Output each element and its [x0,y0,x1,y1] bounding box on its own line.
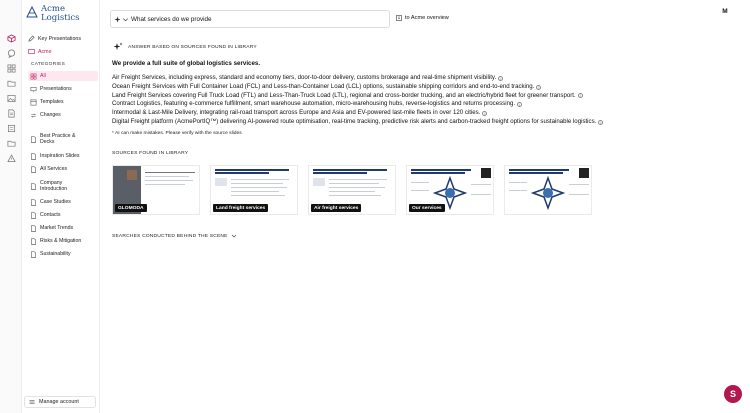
sidebar [22,0,100,413]
chat-bubble-icon[interactable] [6,48,16,58]
category-label: Contacts [40,212,61,218]
info-icon[interactable]: i [498,76,503,81]
logo-thumbnail [579,168,589,178]
category-label: Company Introduction [40,179,68,192]
folder-icon [28,48,35,55]
star-diagram-icon [531,176,565,210]
category-label: Sustainability [40,251,71,257]
source-thumbnail[interactable] [210,165,298,215]
document-icon [30,166,37,173]
overview-icon [396,15,402,21]
search-box [110,10,390,28]
sources-label: SOURCES FOUND IN LIBRARY [112,151,189,156]
category-best-practice[interactable] [28,131,98,147]
category-inspiration-slides[interactable] [28,151,98,161]
source-label: Land freight services [213,204,268,212]
image-icon[interactable] [6,93,16,103]
source-label: Our services [409,204,445,212]
category-sustainability[interactable] [28,249,98,259]
category-company-introduction[interactable] [28,178,98,194]
category-case-studies[interactable] [28,197,98,207]
manage-account-label: Manage account [39,399,79,405]
answer-line-text: Land Freight Services covering Full Truck Load (FTL) and Less-Than-Truck Load (LTL), regional and cross-border trucking, and an electric/hybrid fleet for greener transport. [112,91,576,99]
category-label: Best Practice & Decks [40,132,76,145]
folder-icon[interactable] [6,78,16,88]
searches-toggle[interactable] [112,233,237,239]
answer-label [113,42,257,52]
answer-line [112,92,652,101]
searches-label: SEARCHES CONDUCTED BEHIND THE SCENE [112,233,228,239]
document-icon [30,199,37,206]
source-thumbnail[interactable] [308,165,396,215]
document-icon [30,136,37,143]
info-icon[interactable]: i [536,85,541,90]
category-all-services[interactable] [28,164,98,174]
pencil-icon [28,35,35,42]
manage-account-button[interactable] [24,396,96,408]
to-overview-label: to Acme overview [405,15,449,21]
source-thumbnail[interactable] [112,165,200,215]
category-label: Market Trends [40,225,74,231]
chevron-down-icon [122,16,129,23]
answer-line-text: Contract Logistics, featuring e-commerce fulfillment, smart warehouse automation, micro-warehousing hubs, reverse-logistics and returns processing. [112,100,516,108]
category-templates[interactable] [28,97,98,107]
logo-line-1: Acme [41,4,65,14]
nav-key-presentations[interactable] [28,35,96,42]
icon-rail [0,0,22,413]
info-icon[interactable]: i [517,102,522,107]
category-contacts[interactable] [28,210,98,220]
answer-label-text: ANSWER BASED ON SOURCES FOUND IN LIBRARY [128,44,257,50]
sparkles-icon [113,42,123,52]
ai-disclaimer: * AI can make mistakes. Please verify with the source slides [112,131,242,136]
user-avatar[interactable]: M [722,7,728,15]
assistant-button[interactable]: S [724,385,742,403]
list-icon[interactable] [6,123,16,133]
to-overview-link[interactable] [396,15,449,21]
folder-star-icon[interactable] [6,138,16,148]
warning-icon[interactable] [6,153,16,163]
category-risks-mitigation[interactable] [28,236,98,246]
cube-icon[interactable] [6,33,16,43]
document-icon [30,251,37,258]
answer-line [112,109,652,118]
info-icon[interactable]: i [598,120,603,125]
search-input[interactable] [131,16,381,23]
source-thumbnail[interactable] [504,165,592,215]
answer-line [112,118,652,127]
source-thumbnail[interactable] [406,165,494,215]
grid-icon [30,73,37,80]
category-label: Changes [40,112,61,118]
nav-acme[interactable] [28,48,96,55]
category-label: Risks & Mitigation [40,238,82,244]
template-icon [30,99,37,106]
category-market-trends[interactable] [28,223,98,233]
category-label: All [40,73,46,79]
document-icon [30,183,37,190]
answer-line [112,83,652,92]
logo-mark-icon [25,5,39,19]
document-icon[interactable] [6,108,16,118]
chevron-down-icon [231,233,237,239]
nav-acme-label: Acme [38,48,52,55]
logo-line-2: Logistics [41,12,80,23]
document-icon [30,153,37,160]
answer-line-text: Air Freight Services, including express, standard and economy tiers, door-to-door delivery, customs brokerage and real-time shipment visibility. [112,74,497,81]
photo-detail [127,170,137,180]
app-logo[interactable] [25,5,80,22]
logo-thumbnail [481,168,491,178]
settings-sliders-icon [29,399,35,405]
category-presentations[interactable] [28,84,98,94]
source-label: GLOMODA [115,204,147,212]
document-icon [30,238,37,245]
category-label: Inspiration Slides [40,153,80,159]
answer-headline: We provide a full suite of global logistics services. [112,60,261,67]
sparkle-icon [114,16,121,23]
answer-line-text: Intermodal & Last-Mile Delivery, integrating rail-road transport across Europe and Asia and EV-powered last-mile fleets in over 120 cities. [112,109,481,117]
answer-lines [112,74,652,127]
answer-line-text: Ocean Freight Services with Full Container Load (FCL) and Less-than-Container Load (LCL) options, sustainable shipping corridors and end-to-end tracking. [112,82,535,90]
category-all[interactable] [28,71,98,81]
answer-line [112,100,652,109]
document-icon [30,225,37,232]
category-label: All Services [40,166,68,172]
category-changes[interactable] [28,110,98,120]
presentation-icon [30,86,37,93]
category-label: Case Studies [40,199,71,205]
info-icon[interactable]: i [578,93,583,98]
categories-title: CATEGORIES [31,62,66,67]
logo-text [41,5,80,22]
grid-icon[interactable] [6,63,16,73]
source-label: Air freight services [311,204,361,212]
document-icon [30,212,37,219]
category-label: Presentations [40,86,72,92]
nav-key-presentations-label: Key Presentations [38,35,81,42]
answer-line-text: Digital Freight platform (AcmePortIQ™) delivering AI-powered route optimisation, real-time tracking, predictive risk alerts and carbon-tracked freight options for sustainable logistics. [112,117,597,125]
info-icon[interactable]: i [482,111,487,116]
changes-icon [30,112,37,119]
category-label: Templates [40,99,64,105]
answer-line [112,74,652,83]
search-mode-dropdown[interactable] [111,16,131,23]
